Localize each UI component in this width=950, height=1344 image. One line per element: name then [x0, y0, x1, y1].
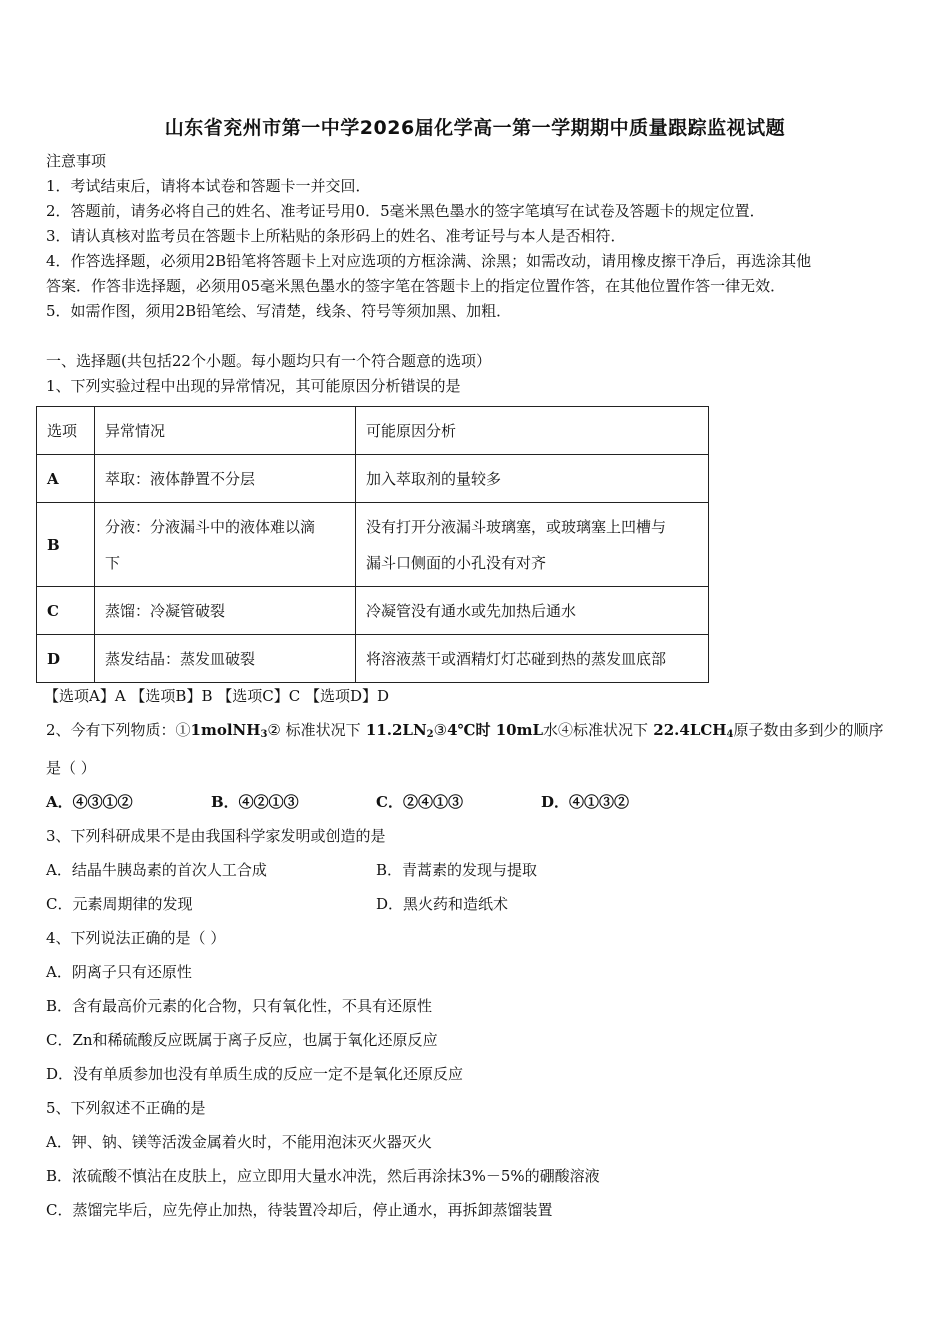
question-3-stem: 3、下列科研成果不是由我国科学家发明或创造的是 — [46, 827, 386, 845]
note-item: 5．如需作图，须用2B铅笔绘、写清楚，线条、符号等须加黑、加粗． — [46, 302, 512, 320]
table-cell-option: B — [37, 503, 95, 587]
table-cell-option: A — [37, 455, 95, 503]
table-cell-phenomenon — [95, 503, 356, 587]
q2-substance-1 — [191, 721, 268, 739]
question-4-stem: 4、下列说法正确的是（ ） — [46, 929, 226, 947]
q5-option-c: C．蒸馏完毕后，应先停止加热，待装置冷却后，停止通水，再拆卸蒸馏装置 — [46, 1201, 553, 1219]
q3-option-d: D．黑火药和造纸术 — [376, 895, 509, 913]
q3-option-c: C．元素周期律的发现 — [46, 895, 193, 913]
notes-heading: 注意事项 — [46, 152, 107, 170]
table-header-cell: 可能原因分析 — [356, 407, 709, 455]
table-cell-option: C — [37, 587, 95, 635]
note-item: 1．考试结束后，请将本试卷和答题卡一并交回． — [46, 177, 371, 195]
table-cell-reason: 冷凝管没有通水或先加热后通水 — [356, 587, 709, 635]
q2-option-b: B．④②①③ — [211, 793, 299, 811]
q5-option-a: A．钾、钠、镁等活泼金属着火时，不能用泡沫灭火器灭火 — [46, 1133, 432, 1151]
table-header-cell: 异常情况 — [95, 407, 356, 455]
q3-option-b: B．青蒿素的发现与提取 — [376, 861, 538, 879]
q2-s3-post: 水④标准状况下 — [543, 721, 649, 739]
table-cell-reason: 加入萃取剂的量较多 — [356, 455, 709, 503]
table-row — [37, 455, 709, 503]
q2-option-a: A．④③①② — [46, 793, 133, 811]
q4-option-b: B．含有最高价元素的化合物，只有氧化性，不具有还原性 — [46, 997, 433, 1015]
reason-line-1: 没有打开分液漏斗玻璃塞，或玻璃塞上凹槽与 — [366, 517, 667, 536]
table-cell-phenomenon: 蒸馏：冷凝管破裂 — [95, 587, 356, 635]
q2-substance-3: 4℃时 10mL — [447, 721, 544, 739]
question-2-stem-cont: 是（ ） — [46, 759, 96, 777]
q2-s4-text: 22.4LCH — [653, 721, 727, 739]
phenomenon-line-2: 下 — [105, 553, 121, 572]
q4-option-d: D．没有单质参加也没有单质生成的反应一定不是氧化还原反应 — [46, 1065, 464, 1083]
q3-option-a: A．结晶牛胰岛素的首次人工合成 — [46, 861, 267, 879]
q2-stem-start: 2、今有下列物质：① — [46, 721, 191, 739]
table-header-row — [37, 407, 709, 455]
question-1-table — [36, 406, 709, 683]
table-row — [37, 635, 709, 683]
q2-s1-text: 1molNH — [190, 721, 261, 739]
reason-line-2: 漏斗口侧面的小孔没有对齐 — [366, 553, 547, 572]
note-item: 3．请认真核对监考员在答题卡上所粘贴的条形码上的姓名、准考证号与本人是否相符． — [46, 227, 626, 245]
section-heading: 一、选择题(共包括22个小题。每小题均只有一个符合题意的选项） — [46, 352, 491, 370]
q2-s4-sub: 4 — [726, 729, 734, 740]
q2-option-c: C．②④①③ — [376, 793, 463, 811]
table-cell-reason — [356, 503, 709, 587]
page-title: 山东省兖州市第一中学2026届化学高一第一学期期中质量跟踪监视试题 — [164, 117, 786, 139]
question-1-stem: 1、下列实验过程中出现的异常情况，其可能原因分析错误的是 — [46, 377, 461, 395]
table-cell-phenomenon: 萃取：液体静置不分层 — [95, 455, 356, 503]
question-5-stem: 5、下列叙述不正确的是 — [46, 1099, 206, 1117]
q4-option-c: C．Zn和稀硫酸反应既属于离子反应，也属于氧化还原反应 — [46, 1031, 438, 1049]
table-row — [37, 587, 709, 635]
q5-option-b: B．浓硫酸不慎沾在皮肤上，应立即用大量水冲洗，然后再涂抹3%－5%的硼酸溶液 — [46, 1167, 600, 1185]
table-header-cell: 选项 — [37, 407, 95, 455]
q2-stem-end: 原子数由多到少的顺序 — [733, 721, 884, 739]
q2-s2-pre: ② 标准状况下 — [267, 721, 361, 739]
note-item: 4．作答选择题，必须用2B铅笔将答题卡上对应选项的方框涂满、涂黑；如需改动，请用橡皮擦干净后，再选涂其他 — [46, 252, 812, 270]
note-item: 2．答题前，请务必将自己的姓名、准考证号用0．5毫米黑色墨水的签字笔填写在试卷及答题卡的规定位置． — [46, 202, 765, 220]
note-item: 答案．作答非选择题，必须用05毫米黑色墨水的签字笔在答题卡上的指定位置作答，在其他位置作答一律无效． — [46, 277, 786, 295]
question-1-answer-options: 【选项A】A 【选项B】B 【选项C】C 【选项D】D — [44, 687, 390, 705]
q2-s2-text: 11.2LN — [365, 721, 427, 739]
q2-s2-sub: 2 — [426, 729, 434, 740]
question-2-stem — [46, 720, 883, 745]
q2-s3-pre: ③ — [433, 721, 448, 739]
q4-option-a: A．阴离子只有还原性 — [46, 963, 192, 981]
q2-substance-2 — [361, 721, 434, 739]
phenomenon-line-1: 分液：分液漏斗中的液体难以滴 — [105, 517, 316, 536]
table-row — [37, 503, 709, 587]
q2-option-d: D．④①③② — [541, 793, 630, 811]
table-cell-reason: 将溶液蒸干或酒精灯灯芯碰到热的蒸发皿底部 — [356, 635, 709, 683]
q2-s1-sub: 3 — [260, 729, 268, 740]
table-cell-phenomenon: 蒸发结晶：蒸发皿破裂 — [95, 635, 356, 683]
q2-substance-4 — [648, 721, 733, 739]
table-cell-option: D — [37, 635, 95, 683]
